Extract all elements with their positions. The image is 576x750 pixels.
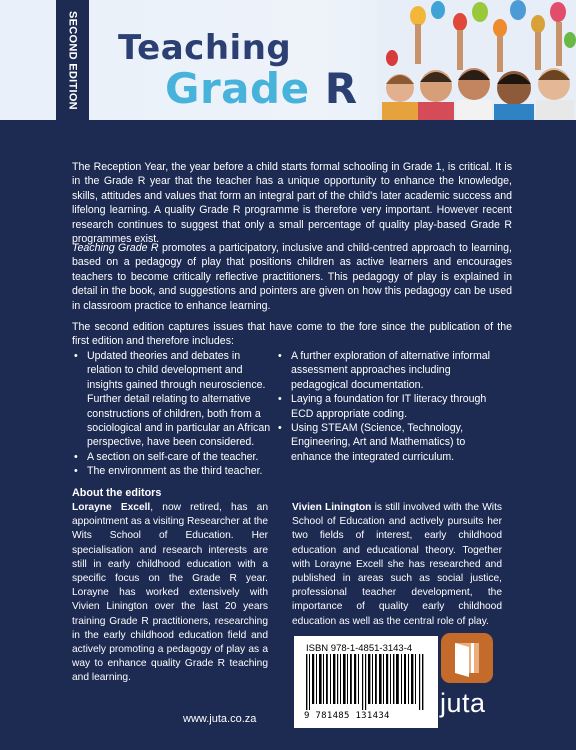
about-editors-heading: About the editors [72,487,162,499]
intro-paragraph-1: The Reception Year, the year before a child starts formal schooling in Grade 1, is critical. It is in the Grade R year that the teacher has a unique opportunity to enhance the knowledge, skills, attitudes and values that form an integral part of the child's later academic success and lifelong learning. A quality Grade R programme is therefore very important. However recent research continues to suggest that only a small percentage of quality play-based Grade R programmes exist. [72,161,512,246]
editor-bio-text: is still involved with the Wits School of Education and actively pursuits her two fields of interest, early childhood education and educational theory. Together with Lorayne Excell she has researched and published in areas such as social justice, professional teacher development, the importance of quality early childhood education as well as the central role of play. [292,502,502,627]
open-door-icon [441,633,493,683]
intro-paragraph-3: The second edition captures issues that have come to the fore since the publication of the first edition and therefore includes: [72,321,512,348]
isbn-number: ISBN 978-1-4851-3143-4 [306,643,413,654]
edition-label-text: SECOND EDITION [66,10,79,110]
editor-name: Vivien Linington [292,502,372,513]
intro-paragraph-2 [72,241,512,313]
intro-paragraph-2-text: promotes a participatory, inclusive and child-centred approach to learning, based on a pedagogy of play that positions children as active learners and encourages teachers to become critically reflective practitioners. This pedagogy of play is explained in detail in the book, and suggestions and pointers are given on how this pedagogy can be used in classroom practice to enhance learning. [72,242,512,312]
book-title-line2 [165,64,358,113]
book-title-italic: Teaching Grade R [72,242,159,254]
bullet-list-left [72,349,277,479]
bullet-item: • A section on self-care of the teacher. [72,450,277,464]
book-title-line1: Teaching [118,28,292,68]
isbn-barcode [294,636,438,728]
bullet-item: • A further exploration of alternative informal assessment approaches including pedagogical documentation. [276,349,491,392]
editor-bio-excell [72,501,268,686]
barcode-digits: 9 781485 131434 [304,711,390,721]
bullet-item: • Laying a foundation for IT literacy through ECD appropriate coding. [276,392,491,421]
barcode-icon [304,654,428,710]
book-title-r: R [324,64,358,113]
edition-label [56,0,89,120]
editor-bio-linington [292,501,502,629]
bullet-item: • Updated theories and debates in relation to child development and insights gained through neuroscience. Further detail relating to alternative constructions of children, both from a sociological and in particular an African perspective, have been considered. [72,349,277,450]
bullet-list-right [276,349,491,464]
children-raised-hands-photo [378,0,576,120]
book-title-grade: Grade [165,64,310,113]
publisher-website: www.juta.co.za [183,713,257,725]
cover-header [0,0,576,120]
bullet-item: • The environment as the third teacher. [72,464,277,478]
publisher-wordmark: juta [440,688,486,718]
editor-name: Lorayne Excell [72,502,151,513]
bullet-item: • Using STEAM (Science, Technology, Engineering, Art and Mathematics) to enhance the integrated curriculum. [276,421,491,464]
editor-bio-text: , now retired, has an appointment as a visiting Researcher at the Wits School of Education. Her specialisation and research interests are still in early childhood education with a specific focus on the Grade R year. Lorayne has worked extensively with Vivien Linington over the last 20 years training Grade R practitioners, researching in the early childhood education field and actively promoting a pedagogy of play as a way to enhance quality Grade R teaching and learning. [72,502,268,684]
